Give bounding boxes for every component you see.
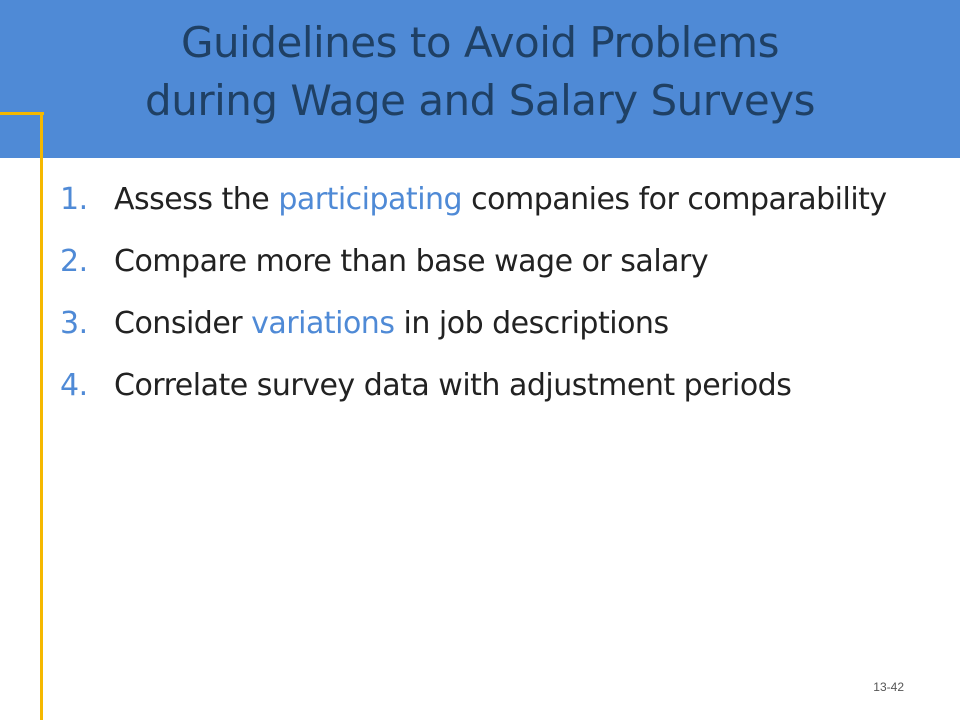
accent-horizontal-line — [0, 112, 44, 115]
highlighted-word: variations — [251, 306, 395, 341]
list-item-text-part: in job descriptions — [394, 306, 669, 341]
list-item — [60, 302, 920, 346]
list-item-text-part: Consider — [114, 306, 252, 341]
list-item-number: 2. — [60, 244, 88, 279]
list-item-text — [114, 306, 669, 341]
list-item-text — [114, 182, 887, 217]
list-item-text-part: Assess the — [114, 182, 279, 217]
highlighted-word: participating — [278, 182, 463, 217]
list-item-number: 3. — [60, 306, 88, 341]
slide-title — [0, 14, 960, 130]
list-item — [60, 364, 920, 408]
list-item — [60, 240, 920, 284]
page-number: 13-42 — [873, 680, 904, 694]
accent-vertical-line — [40, 112, 43, 720]
list-item-text: Correlate survey data with adjustment periods — [114, 368, 792, 403]
list-item-number: 1. — [60, 182, 88, 217]
slide-title-line-2: during Wage and Salary Surveys — [145, 76, 815, 125]
slide-title-line-1: Guidelines to Avoid Problems — [181, 18, 779, 67]
list-item-text-part: companies for comparability — [462, 182, 887, 217]
list-item-number: 4. — [60, 368, 88, 403]
list-item-text: Compare more than base wage or salary — [114, 244, 709, 279]
list-item — [60, 178, 920, 222]
title-bar — [0, 0, 960, 158]
guidelines-list — [60, 178, 920, 426]
